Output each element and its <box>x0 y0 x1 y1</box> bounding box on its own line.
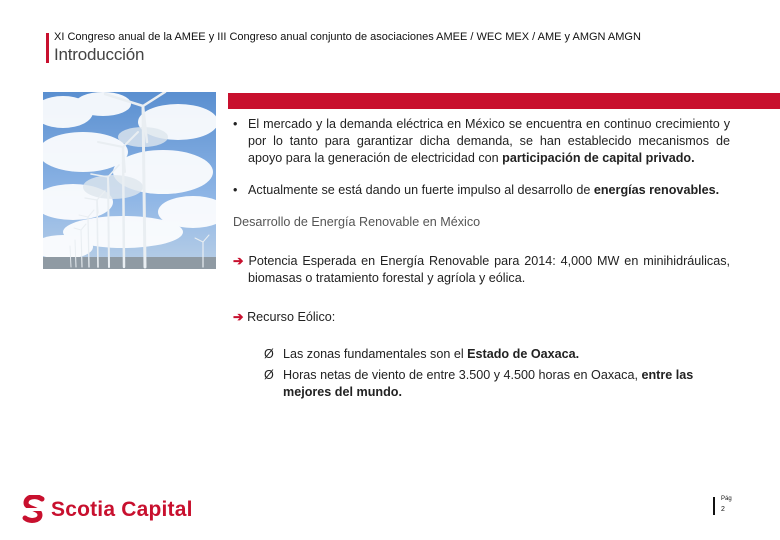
sub-item <box>233 367 730 401</box>
sub-item-bold: entre las mejores del mundo. <box>283 368 694 399</box>
section-title: Desarrollo de Energía Renovable en México <box>233 215 481 229</box>
arrow-icon: ➔ <box>233 310 244 324</box>
arrow-item-text: Potencia Esperada en Energía Renovable para 2014: 4,000 MW en minihidráulicas, biomasas o tratamiento forestal y agríola y eólica. <box>248 254 730 285</box>
arrow-icon: ➔ <box>233 254 244 268</box>
bullet-bold-text: energías renovables. <box>593 183 720 197</box>
slide-title: Introducción <box>54 45 145 64</box>
bullet-text: El mercado y la demanda eléctrica en México se encuentra en continuo crecimiento y por lo tanto para garantizar dicha demanda, se han establecido mecanismos de apoyo para la generación de electricidad con <box>248 117 730 165</box>
sub-item-text: Las zonas fundamentales son el <box>283 347 468 361</box>
bullet-item <box>233 116 730 167</box>
bullet-dot: • <box>233 183 238 197</box>
brand-name: Scotia Capital <box>51 498 193 521</box>
scotia-s-icon <box>22 495 46 525</box>
sub-item-bold: Estado de Oaxaca. <box>467 347 580 361</box>
accent-strip <box>228 93 780 109</box>
arrow-item <box>233 253 730 287</box>
wind-turbines-photo <box>43 92 216 269</box>
page-label: Pág <box>721 496 732 502</box>
arrow-item-text: Recurso Eólico: <box>247 310 336 324</box>
bullet-text: Actualmente se está dando un fuerte impulso al desarrollo de <box>248 183 594 197</box>
bullet-dot: • <box>233 117 238 131</box>
chevron-bullet-icon: Ø <box>264 347 274 361</box>
page-marker-bar <box>713 497 715 515</box>
sub-item <box>233 346 730 363</box>
chevron-bullet-icon: Ø <box>264 368 274 382</box>
conference-title: XI Congreso anual de la AMEE y III Congreso anual conjunto de asociaciones AMEE / WEC MEX / AME y AMGN AMGN <box>54 31 641 43</box>
scotia-capital-logo <box>22 495 193 525</box>
bullet-bold-text: participación de capital privado. <box>502 151 695 165</box>
arrow-item <box>233 309 730 326</box>
bullet-item <box>233 182 730 199</box>
page-number: 2 <box>721 506 725 513</box>
sub-item-text: Horas netas de viento de entre 3.500 y 4.500 horas en Oaxaca, <box>283 368 642 382</box>
slide-content <box>233 116 730 401</box>
header-accent-bar <box>46 33 49 63</box>
